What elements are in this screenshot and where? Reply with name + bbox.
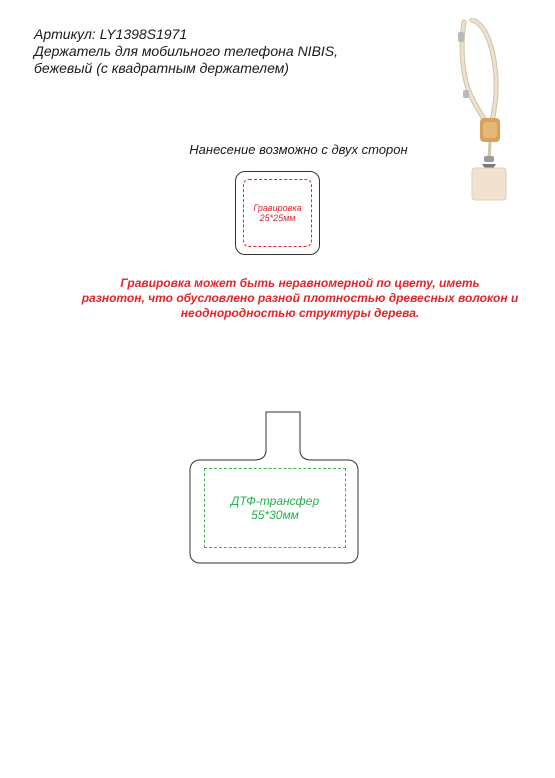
engraving-warning — [40, 276, 555, 321]
warning-line-1: Гравировка может быть неравномерной по цвету, иметь — [120, 276, 480, 290]
dtf-print-area — [204, 468, 346, 548]
product-title-line-2: бежевый (с квадратным держателем) — [34, 60, 289, 76]
engraving-label: Гравировка — [253, 203, 302, 213]
product-header — [34, 26, 414, 77]
warning-line-3: неоднородностью структуры дерева. — [180, 306, 420, 320]
article-number: Артикул: LY1398S1971 — [34, 26, 188, 42]
print-sides-note: Нанесение возможно с двух сторон — [189, 142, 408, 157]
dtf-label: ДТФ-трансфер — [230, 494, 320, 508]
engraving-size: 25*25мм — [259, 213, 296, 223]
dtf-size: 55*30мм — [251, 508, 299, 522]
warning-line-2: разнотон, что обусловлено разной плотностью древесных волокон и — [81, 291, 519, 305]
product-title-line-1: Держатель для мобильного телефона NIBIS, — [34, 43, 339, 59]
engraving-print-area — [243, 179, 312, 247]
lanyard-phone-holder-photo — [442, 18, 528, 206]
engraving-wood-block — [235, 171, 320, 255]
